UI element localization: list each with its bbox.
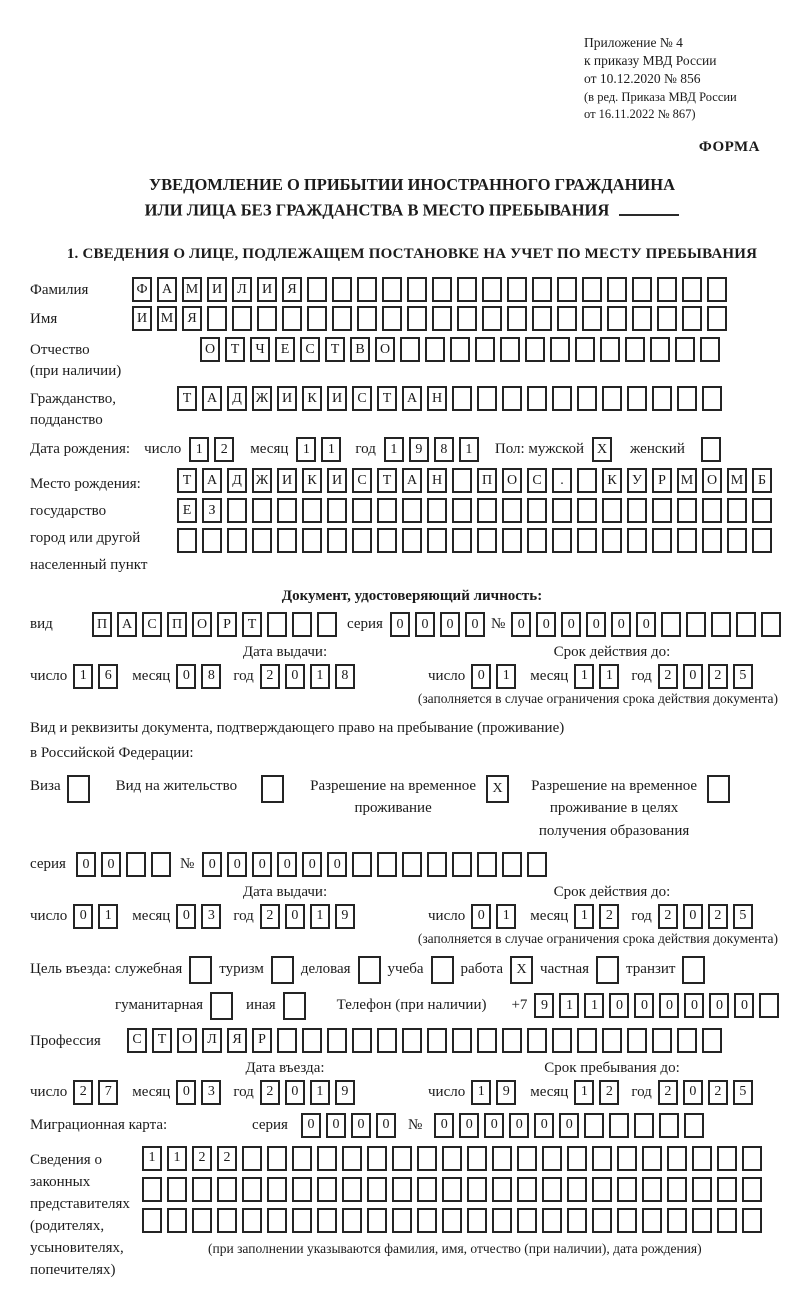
- birthplace-cells-block: [177, 468, 772, 553]
- residence-doc-types-row: [30, 775, 794, 843]
- purpose-private-checkbox[interactable]: [596, 956, 619, 984]
- birthplace-cells-row1[interactable]: Т А Д Ж И К И С Т А Н П О С . К У Р М О М Б: [177, 468, 772, 493]
- purpose-business-label: деловая: [300, 961, 351, 978]
- purpose-tourism-checkbox[interactable]: [271, 956, 294, 984]
- permit-dates-row: [30, 904, 794, 929]
- patronymic-cells[interactable]: О Т Ч Е С Т В О: [200, 337, 720, 362]
- forma-label: ФОРМА: [698, 139, 760, 156]
- section1-heading: 1. СВЕДЕНИЯ О ЛИЦЕ, ПОДЛЕЖАЩЕМ ПОСТАНОВКЕ НА УЧЕТ ПО МЕСТУ ПРЕБЫВАНИЯ: [66, 245, 758, 262]
- identity-doc-row: [30, 612, 794, 637]
- doc-issue-date-group: число 1 6 месяц 0 8 год 2 0 1 8: [30, 664, 428, 689]
- patronymic-row: [30, 337, 794, 382]
- doc-type-cells[interactable]: П А С П О Р Т: [92, 612, 337, 637]
- entry-dates-row: [30, 1080, 794, 1105]
- revision-line-2: от 16.11.2022 № 867): [584, 106, 696, 121]
- form-title: [30, 173, 794, 222]
- purpose-other-label: иная: [246, 997, 276, 1014]
- doc-valid-year-cells[interactable]: 2 0 2 5: [658, 664, 753, 689]
- permit-valid-date-group: число 0 1 месяц 1 2 год 2 0 2 5: [428, 904, 753, 929]
- birth-day-label: число: [144, 441, 182, 458]
- purpose-business-checkbox[interactable]: [358, 956, 381, 984]
- permit-valid-until-label: Срок действия до:: [553, 884, 671, 901]
- doc-valid-day-cells[interactable]: 0 1: [471, 664, 516, 689]
- migration-series-label: серия: [252, 1116, 288, 1133]
- visa-label: Виза: [30, 777, 61, 794]
- name-row: [30, 306, 794, 331]
- purpose-transit-checkbox[interactable]: [682, 956, 705, 984]
- residence-permit-option: [116, 775, 284, 803]
- purpose-transit-label: транзит: [626, 961, 676, 978]
- residence-doc-paragraph: Вид и реквизиты документа, подтверждающего право на пребывание (проживание) в Российской Федерации:: [30, 719, 565, 762]
- visa-checkbox[interactable]: [67, 775, 90, 803]
- representatives-cells-row3[interactable]: [142, 1208, 762, 1233]
- doc-series-label: серия: [347, 616, 383, 633]
- stay-until-label: Срок пребывания до:: [544, 1059, 680, 1076]
- permit-number-label: №: [179, 856, 195, 873]
- birthplace-label: Место рождения: государство город или другой населенный пункт: [30, 476, 148, 574]
- doc-series-cells[interactable]: 0 0 0 0: [390, 612, 485, 637]
- phone-prefix: +7: [511, 997, 528, 1014]
- birth-month-cells[interactable]: 1 1: [296, 437, 341, 462]
- stay-day-cells[interactable]: 1 9: [471, 1080, 516, 1105]
- purpose-private-label: частная: [540, 961, 590, 978]
- temp-permit-edu-option: [531, 775, 730, 843]
- migration-card-label: Миграционная карта:: [30, 1116, 168, 1133]
- permit-issue-year-cells[interactable]: 2 0 1 9: [260, 904, 355, 929]
- birth-day-cells[interactable]: 1 2: [189, 437, 234, 462]
- representatives-cells-block: [142, 1146, 762, 1258]
- temp-permit-edu-label: Разрешение на временное проживание в целях получения образования: [531, 777, 698, 839]
- surname-row: [30, 277, 794, 302]
- stay-month-cells[interactable]: 1 2: [574, 1080, 619, 1105]
- birthplace-cells-row3[interactable]: [177, 528, 772, 553]
- name-cells[interactable]: И М Я: [132, 306, 727, 331]
- permit-series-row: [30, 852, 794, 877]
- document-requisites: [584, 34, 784, 122]
- residence-permit-checkbox[interactable]: [261, 775, 284, 803]
- title-blank-underline: [619, 197, 679, 216]
- purpose-phone-row: [115, 992, 794, 1020]
- birthplace-cells-row2[interactable]: Е З: [177, 498, 772, 523]
- identity-doc-heading: Документ, удостоверяющий личность:: [281, 588, 543, 605]
- doc-issue-month-cells[interactable]: 0 8: [176, 664, 221, 689]
- profession-cells[interactable]: С Т О Л Я Р: [127, 1028, 722, 1053]
- citizenship-row: [30, 386, 794, 431]
- permit-issue-day-cells[interactable]: 0 1: [73, 904, 118, 929]
- doc-issue-day-cells[interactable]: 1 6: [73, 664, 118, 689]
- representatives-cells-row1[interactable]: 1 1 2 2: [142, 1146, 762, 1171]
- representatives-cells-row2[interactable]: [142, 1177, 762, 1202]
- migration-series-cells[interactable]: 0 0 0 0: [301, 1113, 396, 1138]
- permit-dates-header: [30, 883, 794, 902]
- entry-dates-header: [30, 1059, 794, 1078]
- migration-number-cells[interactable]: 0 0 0 0 0 0: [434, 1113, 704, 1138]
- purpose-official-label: Цель въезда: служебная: [30, 961, 183, 978]
- migration-number-label: №: [407, 1116, 423, 1133]
- doc-issue-date-label: Дата выдачи:: [242, 644, 328, 660]
- birth-year-cells[interactable]: 1 9 8 1: [384, 437, 479, 462]
- sex-female-checkbox[interactable]: [701, 437, 721, 462]
- permit-valid-year-cells[interactable]: 2 0 2 5: [658, 904, 753, 929]
- temp-permit-label: Разрешение на временное проживание: [310, 777, 477, 817]
- surname-label: Фамилия: [30, 282, 89, 299]
- permit-issue-date-group: число 0 1 месяц 0 3 год 2 0 1 9: [30, 904, 428, 929]
- permit-valid-month-cells[interactable]: 1 2: [574, 904, 619, 929]
- purpose-other-checkbox[interactable]: [283, 992, 306, 1020]
- permit-issue-date-label: Дата выдачи:: [242, 884, 328, 901]
- sex-male-checkbox[interactable]: X: [592, 437, 612, 462]
- permit-series-cells[interactable]: 0 0: [76, 852, 171, 877]
- purpose-work-label: работа: [460, 961, 504, 978]
- appendix-line: Приложение № 4: [584, 35, 683, 50]
- birth-year-label: год: [355, 441, 376, 458]
- representatives-row: [30, 1146, 794, 1281]
- entry-date-label: Дата въезда:: [245, 1059, 325, 1076]
- form-title-line1: УВЕДОМЛЕНИЕ О ПРИБЫТИИ ИНОСТРАННОГО ГРАЖДАНИНА: [148, 175, 676, 195]
- doc-number-label: №: [490, 616, 506, 633]
- entry-date-group: число 2 7 месяц 0 3 год 2 0 1 9: [30, 1080, 428, 1105]
- birthplace-row: [30, 468, 794, 579]
- birthdate-label: Дата рождения:: [30, 441, 131, 458]
- doc-dates-header: [30, 643, 794, 662]
- purpose-work-checkbox[interactable]: X: [510, 956, 533, 984]
- birth-month-label: месяц: [250, 441, 289, 458]
- temp-permit-option: [310, 775, 509, 820]
- birthdate-row: [30, 437, 794, 462]
- visa-option: [30, 775, 90, 803]
- permit-series-label: серия: [30, 856, 66, 873]
- stay-date-group: число 1 9 месяц 1 2 год 2 0 2 5: [428, 1080, 753, 1105]
- doc-dates-row: [30, 664, 794, 689]
- doc-valid-date-group: число 0 1 месяц 1 1 год 2 0 2 5: [428, 664, 753, 689]
- phone-label: Телефон (при наличии): [336, 997, 487, 1014]
- permit-number-cells[interactable]: 0 0 0 0 0 0: [202, 852, 547, 877]
- revision-line-1: (в ред. Приказа МВД России: [584, 89, 737, 104]
- doc-issue-year-cells[interactable]: 2 0 1 8: [260, 664, 355, 689]
- form-title-line2: ИЛИ ЛИЦА БЕЗ ГРАЖДАНСТВА В МЕСТО ПРЕБЫВАНИЯ: [30, 197, 794, 222]
- doc-valid-until-label: Срок действия до:: [553, 644, 671, 660]
- surname-cells[interactable]: Ф А М И Л И Я: [132, 277, 727, 302]
- doc-number-cells[interactable]: 0 0 0 0 0 0: [511, 612, 781, 637]
- stay-year-cells[interactable]: 2 0 2 5: [658, 1080, 753, 1105]
- name-label: Имя: [30, 311, 58, 328]
- sex-male-label: Пол: мужской: [494, 441, 585, 458]
- representatives-note: (при заполнении указываются фамилия, имя, отчество (при наличии), дата рождения): [208, 1240, 702, 1256]
- entry-day-cells[interactable]: 2 7: [73, 1080, 118, 1105]
- temp-permit-edu-checkbox[interactable]: [707, 775, 730, 803]
- purpose-study-checkbox[interactable]: [431, 956, 454, 984]
- profession-label: Профессия: [30, 1032, 101, 1049]
- representatives-label: Сведения о законных представителях (родителях, усыновителях, попечителях): [30, 1151, 130, 1278]
- temp-permit-checkbox[interactable]: X: [486, 775, 509, 803]
- sex-female-label: женский: [630, 441, 685, 458]
- residence-permit-label: Вид на жительство: [115, 777, 238, 794]
- entry-month-cells[interactable]: 0 3: [176, 1080, 221, 1105]
- purpose-official-checkbox[interactable]: [189, 956, 212, 984]
- purpose-humanitarian-checkbox[interactable]: [210, 992, 233, 1020]
- citizenship-cells[interactable]: Т А Д Ж И К И С Т А Н: [177, 386, 722, 411]
- purpose-study-label: учеба: [387, 961, 424, 978]
- permit-valid-day-cells[interactable]: 0 1: [471, 904, 516, 929]
- entry-year-cells[interactable]: 2 0 1 9: [260, 1080, 355, 1105]
- doc-validity-note: (заполняется в случае ограничения срока действия документа): [417, 690, 778, 706]
- order-line-1: к приказу МВД России: [584, 53, 717, 69]
- permit-issue-month-cells[interactable]: 0 3: [176, 904, 221, 929]
- order-line-2: от 10.12.2020 № 856: [584, 71, 701, 87]
- doc-type-label: вид: [30, 616, 53, 633]
- entry-purpose-row: [30, 956, 794, 984]
- purpose-humanitarian-label: гуманитарная: [115, 997, 204, 1014]
- citizenship-label: Гражданство, подданство: [30, 391, 117, 429]
- migration-card-row: [30, 1113, 794, 1138]
- profession-row: [30, 1028, 794, 1053]
- patronymic-label: Отчество (при наличии): [30, 342, 122, 380]
- purpose-tourism-label: туризм: [219, 961, 264, 978]
- doc-valid-month-cells[interactable]: 1 1: [574, 664, 619, 689]
- permit-validity-note: (заполняется в случае ограничения срока действия документа): [417, 930, 778, 946]
- phone-cells[interactable]: 9 1 1 0 0 0 0 0 0: [534, 993, 779, 1018]
